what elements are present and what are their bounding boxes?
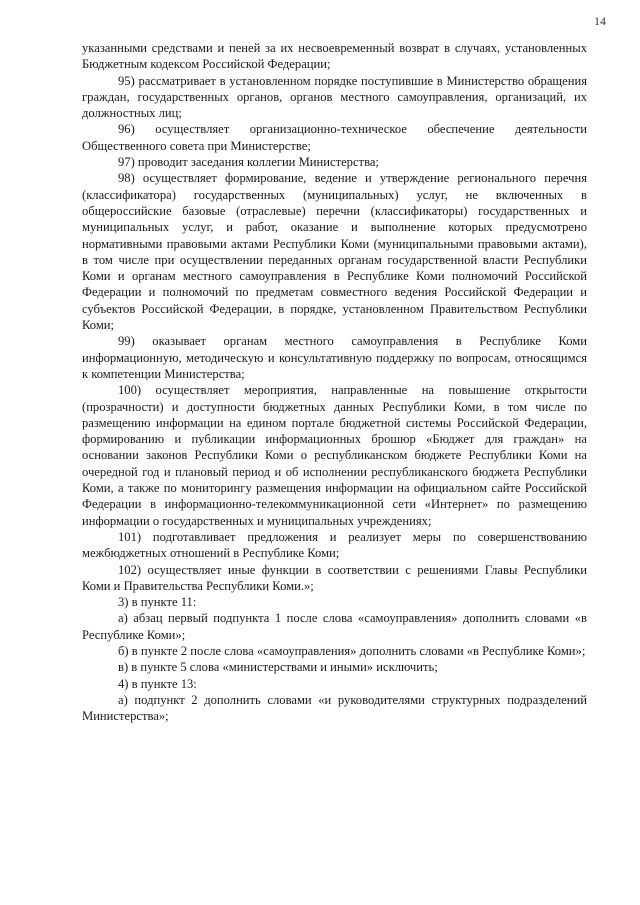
paragraph: 101) подготавливает предложения и реализует меры по совершенствованию межбюджетных отношений в Республике Коми; [82,529,587,561]
paragraph: б) в пункте 2 после слова «самоуправления» дополнить словами «в Республике Коми»; [118,643,586,658]
paragraph: 4) в пункте 13: [118,676,197,691]
paragraph: 97) проводит заседания коллегии Министерства; [118,155,379,170]
paragraph: 98) осуществляет формирование, ведение и утверждение регионального перечня (классификатора) государственных (муниципальных) услуг, не включенных в общероссийские базовые (отраслевые) перечни (классификаторы) государственных и муниципальных услуг, и работ, оказание и выполнение которых предусмотрено нормативными правовыми актами Республики Коми (муниципальными правовыми актами), в том числе при осуществлении переданных органам государственной власти Республики Коми и органам местного самоуправления в Республике Коми полномочий Российской Федерации и полномочий по предметам совместного ведения Российской Федерации и субъектов Российской Федерации, в порядке, установленном Правительством Республики Коми; [82,171,587,333]
paragraph: в) в пункте 5 слова «министерствами и иными» исключить; [118,660,438,675]
paragraph: 99) оказывает органам местного самоуправления в Республике Коми информационную, методическую и консультативную поддержку по вопросам, относящимся к компетенции Министерства; [82,334,587,381]
paragraph: 100) осуществляет мероприятия, направленные на повышение открытости (прозрачности) и доступности бюджетных данных Республики Коми, в том числе по размещению информации на едином портале бюджетной системы Российской Федерации, формированию и публикации информационных брошюр «Бюджет для граждан» на основании законов Республики Коми о республиканском бюджете Республики Коми на очередной год и плановый период и об исполнении республиканского бюджета Республики Коми, а также по мониторингу размещения информации на официальном сайте Российской Федерации в информационно-телекоммуникационной сети «Интернет» по размещению информации о государственных и муниципальных учреждениях; [82,383,587,528]
page-number: 14 [594,14,606,28]
paragraph: 102) осуществляет иные функции в соответствии с решениями Главы Республики Коми и Правительства Республики Коми.»; [82,562,587,593]
paragraph: а) абзац первый подпункта 1 после слова «самоуправления» дополнить словами «в Республике Коми»; [82,611,587,642]
document-body [82,40,587,724]
paragraph: 3) в пункте 11: [118,595,197,610]
paragraph: 95) рассматривает в установленном порядке поступившие в Министерство обращения граждан, государственных органов, органов местного самоуправления, организаций, их должностных лиц; [82,73,587,121]
paragraph: а) подпункт 2 дополнить словами «и руководителями структурных подразделений Министерства»; [82,692,587,724]
paragraph: 96) осуществляет организационно-техническое обеспечение деятельности Общественного совета при Министерстве; [82,122,587,153]
paragraph: указанными средствами и пеней за их несвоевременный возврат в случаях, установленных Бюджетным кодексом Российской Федерации; [82,41,587,72]
